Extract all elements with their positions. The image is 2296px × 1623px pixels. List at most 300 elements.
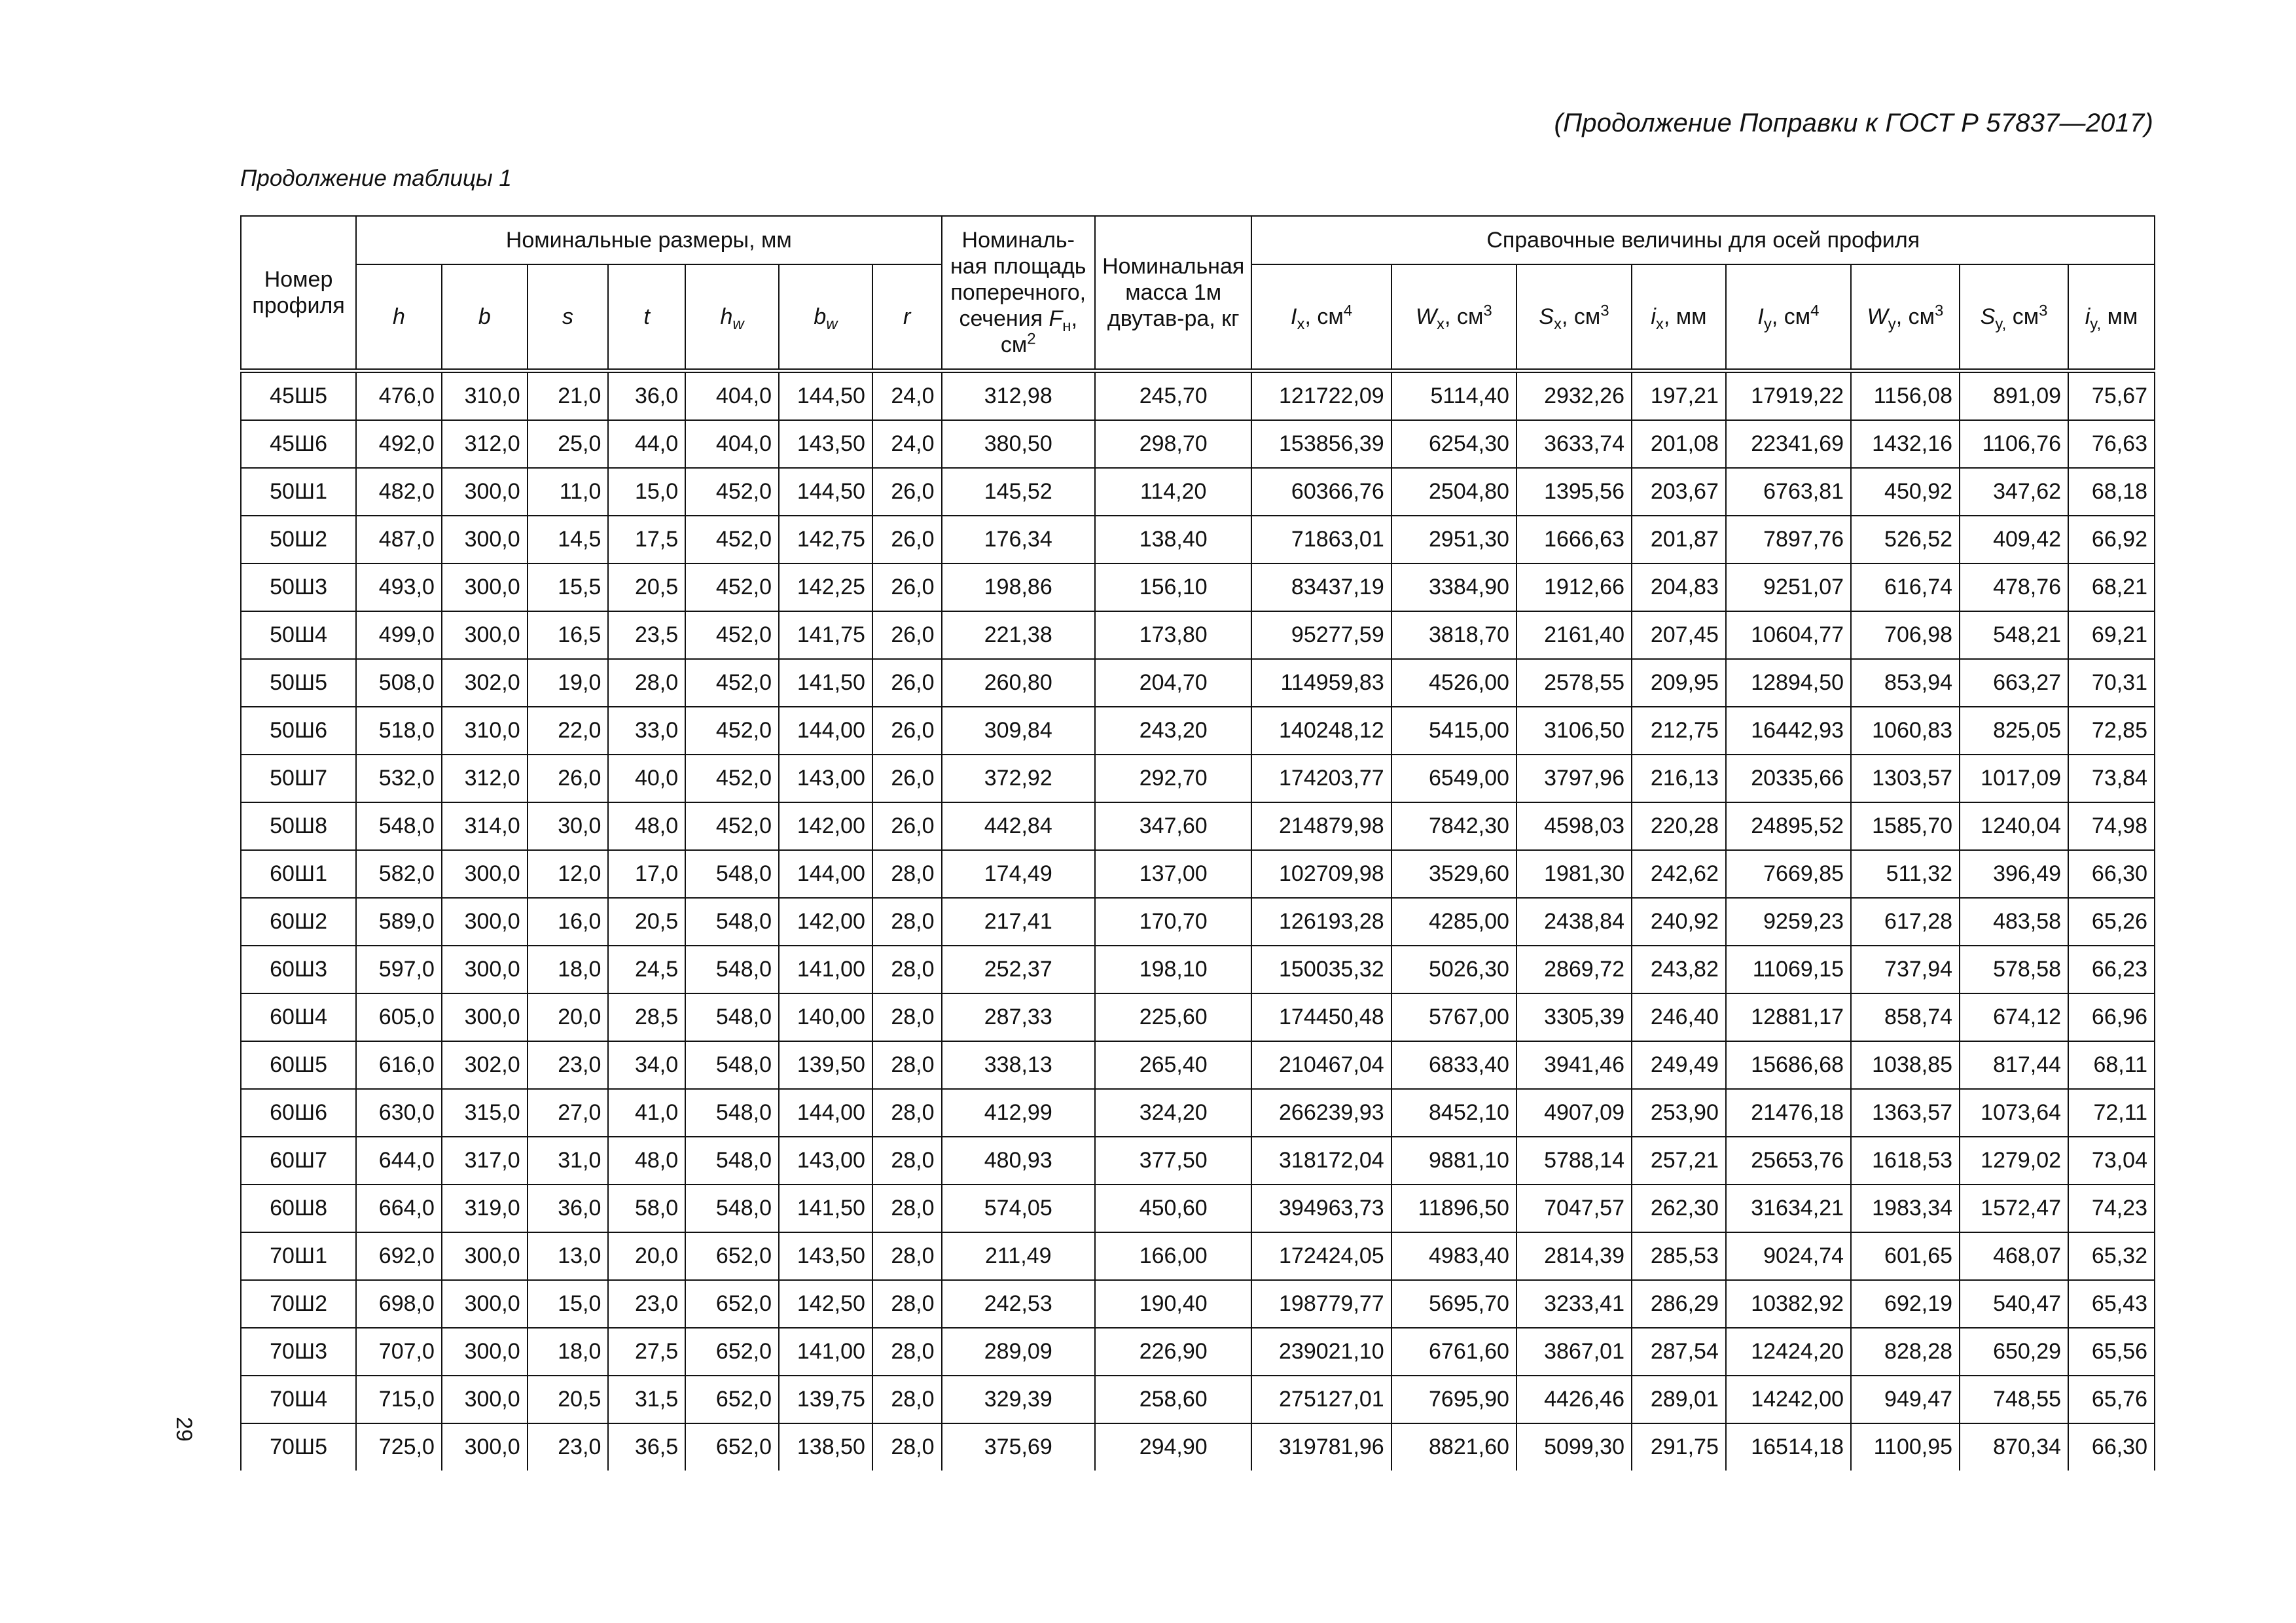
table-cell: 548,0 [685, 898, 779, 946]
table-cell: 142,25 [779, 563, 872, 611]
table-cell: 73,84 [2068, 755, 2155, 802]
profile-name-cell: 60Ш8 [241, 1185, 356, 1232]
table-cell: 68,21 [2068, 563, 2155, 611]
table-row [241, 1423, 2155, 1471]
table-cell: 3529,60 [1391, 850, 1516, 898]
table-cell: 478,76 [1960, 563, 2068, 611]
table-cell: 260,80 [942, 659, 1095, 707]
table-cell: 949,47 [1851, 1376, 1960, 1423]
header-ref-unit: , мм [1663, 304, 1707, 329]
header-nominal-dimensions: Номинальные размеры, мм [356, 216, 941, 264]
table-cell: 3818,70 [1391, 611, 1516, 659]
profile-name-cell: 50Ш8 [241, 802, 356, 850]
table-cell: 142,50 [779, 1280, 872, 1328]
table-cell: 396,49 [1960, 850, 2068, 898]
table-cell: 318172,04 [1251, 1137, 1391, 1185]
table-cell: 2438,84 [1516, 898, 1632, 946]
profile-name-cell: 70Ш1 [241, 1232, 356, 1280]
header-ref-unit: , см [1304, 304, 1344, 329]
table-cell: 27,0 [528, 1089, 609, 1137]
table-cell: 36,5 [608, 1423, 685, 1471]
table-cell: 578,58 [1960, 946, 2068, 993]
table-cell: 44,0 [608, 420, 685, 468]
header-ref-symbol: i [2085, 304, 2090, 329]
profile-name-cell: 45Ш5 [241, 371, 356, 421]
header-dim-symbol: r [903, 304, 911, 329]
header-area [942, 216, 1095, 371]
table-cell: 170,70 [1095, 898, 1251, 946]
table-cell: 409,42 [1960, 516, 2068, 563]
table-cell: 16,0 [528, 898, 609, 946]
table-cell: 4426,46 [1516, 1376, 1632, 1423]
table-cell: 174203,77 [1251, 755, 1391, 802]
table-cell: 28,0 [872, 1041, 942, 1089]
table-cell: 3867,01 [1516, 1328, 1632, 1376]
table-cell: 300,0 [442, 516, 528, 563]
table-cell: 143,50 [779, 1232, 872, 1280]
profile-name-cell: 50Ш7 [241, 755, 356, 802]
table-cell: 5767,00 [1391, 993, 1516, 1041]
table-cell: 5026,30 [1391, 946, 1516, 993]
table-cell: 66,30 [2068, 1423, 2155, 1471]
table-cell: 508,0 [356, 659, 442, 707]
table-cell: 210467,04 [1251, 1041, 1391, 1089]
table-cell: 141,00 [779, 946, 872, 993]
table-cell: 242,62 [1632, 850, 1726, 898]
table-cell: 450,92 [1851, 468, 1960, 516]
table-cell: 5695,70 [1391, 1280, 1516, 1328]
table-cell: 532,0 [356, 755, 442, 802]
table-cell: 3233,41 [1516, 1280, 1632, 1328]
table-cell: 9259,23 [1726, 898, 1851, 946]
table-cell: 265,40 [1095, 1041, 1251, 1089]
table-cell: 9881,10 [1391, 1137, 1516, 1185]
table-cell: 483,58 [1960, 898, 2068, 946]
header-dim-5 [779, 264, 872, 371]
table-cell: 139,75 [779, 1376, 872, 1423]
table-cell: 65,43 [2068, 1280, 2155, 1328]
header-ref-symbol: S [1539, 304, 1554, 329]
header-ref-symbol: W [1867, 304, 1888, 329]
table-cell: 452,0 [685, 802, 779, 850]
table-cell: 23,0 [528, 1041, 609, 1089]
table-cell: 1106,76 [1960, 420, 2068, 468]
table-cell: 300,0 [442, 563, 528, 611]
table-cell: 28,5 [608, 993, 685, 1041]
header-dim-1 [442, 264, 528, 371]
table-cell: 266239,93 [1251, 1089, 1391, 1137]
header-ref-unit: мм [2101, 304, 2138, 329]
table-cell: 652,0 [685, 1423, 779, 1471]
table-cell: 28,0 [872, 946, 942, 993]
table-cell: 16442,93 [1726, 707, 1851, 755]
table-cell: 114959,83 [1251, 659, 1391, 707]
table-body [241, 371, 2155, 1471]
table-head [241, 216, 2155, 371]
table-cell: 28,0 [872, 1328, 942, 1376]
table-cell: 377,50 [1095, 1137, 1251, 1185]
table-cell: 2814,39 [1516, 1232, 1632, 1280]
table-row [241, 1376, 2155, 1423]
table-cell: 26,0 [872, 563, 942, 611]
table-cell: 404,0 [685, 371, 779, 421]
table-cell: 20335,66 [1726, 755, 1851, 802]
table-cell: 240,92 [1632, 898, 1726, 946]
table-cell: 26,0 [872, 516, 942, 563]
table-cell: 1073,64 [1960, 1089, 2068, 1137]
table-cell: 300,0 [442, 946, 528, 993]
table-row [241, 659, 2155, 707]
table-cell: 7047,57 [1516, 1185, 1632, 1232]
table-cell: 616,0 [356, 1041, 442, 1089]
header-dim-sub: w [732, 315, 744, 333]
table-cell: 7842,30 [1391, 802, 1516, 850]
table-cell: 10604,77 [1726, 611, 1851, 659]
table-cell: 22341,69 [1726, 420, 1851, 468]
table-cell: 245,70 [1095, 371, 1251, 421]
header-ref-sup: 4 [1343, 302, 1353, 320]
table-cell: 75,67 [2068, 371, 2155, 421]
table-cell: 76,63 [2068, 420, 2155, 468]
header-ref-sub: y [1888, 315, 1896, 333]
table-cell: 630,0 [356, 1089, 442, 1137]
table-cell: 20,5 [528, 1376, 609, 1423]
table-cell: 300,0 [442, 611, 528, 659]
table-cell: 72,11 [2068, 1089, 2155, 1137]
table-cell: 548,0 [685, 946, 779, 993]
header-area-unit: , см [1000, 306, 1078, 357]
table-cell: 141,75 [779, 611, 872, 659]
table-cell: 825,05 [1960, 707, 2068, 755]
header-ref-6 [1960, 264, 2068, 371]
table-cell: 102709,98 [1251, 850, 1391, 898]
table-row [241, 993, 2155, 1041]
table-cell: 142,00 [779, 802, 872, 850]
header-ref-sup: 3 [1935, 302, 1944, 320]
header-ref-symbol: I [1757, 304, 1764, 329]
table-cell: 28,0 [872, 1232, 942, 1280]
table-cell: 412,99 [942, 1089, 1095, 1137]
table-cell: 452,0 [685, 755, 779, 802]
header-dim-symbol: s [562, 304, 574, 329]
table-cell: 452,0 [685, 563, 779, 611]
table-cell: 26,0 [872, 707, 942, 755]
table-cell: 452,0 [685, 707, 779, 755]
table-cell: 6763,81 [1726, 468, 1851, 516]
table-cell: 1240,04 [1960, 802, 2068, 850]
table-cell: 138,40 [1095, 516, 1251, 563]
table-cell: 589,0 [356, 898, 442, 946]
table-cell: 298,70 [1095, 420, 1251, 468]
table-cell: 198779,77 [1251, 1280, 1391, 1328]
table-cell: 605,0 [356, 993, 442, 1041]
table-cell: 650,29 [1960, 1328, 2068, 1376]
table-cell: 582,0 [356, 850, 442, 898]
table-cell: 493,0 [356, 563, 442, 611]
table-cell: 144,50 [779, 371, 872, 421]
table-cell: 143,00 [779, 1137, 872, 1185]
table-row [241, 1328, 2155, 1376]
table-cell: 26,0 [872, 611, 942, 659]
header-ref-5 [1851, 264, 1960, 371]
table-cell: 142,75 [779, 516, 872, 563]
header-area-sup: 2 [1027, 330, 1036, 348]
table-cell: 28,0 [872, 1089, 942, 1137]
table-cell: 300,0 [442, 1280, 528, 1328]
table-row [241, 1137, 2155, 1185]
table-cell: 74,98 [2068, 802, 2155, 850]
table-cell: 12424,20 [1726, 1328, 1851, 1376]
table-cell: 300,0 [442, 1376, 528, 1423]
table-cell: 28,0 [872, 1376, 942, 1423]
table-cell: 548,0 [685, 850, 779, 898]
table-cell: 1100,95 [1851, 1423, 1960, 1471]
header-ref-sup: 4 [1810, 302, 1820, 320]
profile-name-cell: 60Ш5 [241, 1041, 356, 1089]
table-row [241, 946, 2155, 993]
table-cell: 138,50 [779, 1423, 872, 1471]
table-cell: 380,50 [942, 420, 1095, 468]
table-cell: 24,5 [608, 946, 685, 993]
table-cell: 28,0 [872, 850, 942, 898]
table-cell: 2951,30 [1391, 516, 1516, 563]
table-cell: 597,0 [356, 946, 442, 993]
table-cell: 197,21 [1632, 371, 1726, 421]
table-cell: 548,0 [685, 993, 779, 1041]
table-cell: 28,0 [872, 1137, 942, 1185]
table-cell: 5415,00 [1391, 707, 1516, 755]
table-cell: 601,65 [1851, 1232, 1960, 1280]
table-cell: 8452,10 [1391, 1089, 1516, 1137]
header-ref-7 [2068, 264, 2155, 371]
table-cell: 715,0 [356, 1376, 442, 1423]
table-cell: 5788,14 [1516, 1137, 1632, 1185]
table-row [241, 802, 2155, 850]
table-cell: 548,0 [685, 1137, 779, 1185]
table-cell: 217,41 [942, 898, 1095, 946]
profile-name-cell: 60Ш6 [241, 1089, 356, 1137]
table-cell: 1038,85 [1851, 1041, 1960, 1089]
table-cell: 74,23 [2068, 1185, 2155, 1232]
table-cell: 71863,01 [1251, 516, 1391, 563]
table-cell: 2161,40 [1516, 611, 1632, 659]
table-cell: 257,21 [1632, 1137, 1726, 1185]
profile-name-cell: 70Ш3 [241, 1328, 356, 1376]
table-cell: 24,0 [872, 371, 942, 421]
header-dim-6 [872, 264, 942, 371]
table-cell: 1572,47 [1960, 1185, 2068, 1232]
table-cell: 11,0 [528, 468, 609, 516]
table-cell: 137,00 [1095, 850, 1251, 898]
table-cell: 289,01 [1632, 1376, 1726, 1423]
header-ref-sub: y, [2090, 315, 2102, 333]
table-cell: 1060,83 [1851, 707, 1960, 755]
table-cell: 310,0 [442, 371, 528, 421]
table-cell: 20,0 [608, 1232, 685, 1280]
table-cell: 287,54 [1632, 1328, 1726, 1376]
table-cell: 548,0 [685, 1185, 779, 1232]
table-cell: 24,0 [872, 420, 942, 468]
table-cell: 291,75 [1632, 1423, 1726, 1471]
header-ref-unit: см [2006, 304, 2039, 329]
table-cell: 3384,90 [1391, 563, 1516, 611]
table-cell: 14,5 [528, 516, 609, 563]
table-cell: 31,0 [528, 1137, 609, 1185]
table-cell: 698,0 [356, 1280, 442, 1328]
table-cell: 737,94 [1851, 946, 1960, 993]
document-header: (Продолжение Поправки к ГОСТ Р 57837—2017) [1554, 109, 2153, 137]
table-cell: 652,0 [685, 1376, 779, 1423]
table-cell: 262,30 [1632, 1185, 1726, 1232]
table-cell: 33,0 [608, 707, 685, 755]
profile-name-cell: 70Ш2 [241, 1280, 356, 1328]
table-cell: 9024,74 [1726, 1232, 1851, 1280]
header-dim-4 [685, 264, 779, 371]
table-row [241, 850, 2155, 898]
table-cell: 16514,18 [1726, 1423, 1851, 1471]
table-row [241, 1185, 2155, 1232]
header-ref-unit: , см [1444, 304, 1484, 329]
table-cell: 1666,63 [1516, 516, 1632, 563]
table-cell: 156,10 [1095, 563, 1251, 611]
table-row [241, 898, 2155, 946]
table-cell: 6833,40 [1391, 1041, 1516, 1089]
table-cell: 141,50 [779, 1185, 872, 1232]
table-cell: 574,05 [942, 1185, 1095, 1232]
table-cell: 239021,10 [1251, 1328, 1391, 1376]
table-cell: 540,47 [1960, 1280, 2068, 1328]
table-cell: 20,0 [528, 993, 609, 1041]
profile-name-cell: 60Ш2 [241, 898, 356, 946]
profile-name-cell: 50Ш1 [241, 468, 356, 516]
header-ref-4 [1726, 264, 1851, 371]
table-cell: 292,70 [1095, 755, 1251, 802]
header-ref-sup: 3 [1483, 302, 1492, 320]
table-cell: 253,90 [1632, 1089, 1726, 1137]
table-cell: 499,0 [356, 611, 442, 659]
table-cell: 212,75 [1632, 707, 1726, 755]
table-cell: 22,0 [528, 707, 609, 755]
table-cell: 1156,08 [1851, 371, 1960, 421]
header-dim-symbol: t [643, 304, 650, 329]
table-cell: 65,76 [2068, 1376, 2155, 1423]
table-cell: 476,0 [356, 371, 442, 421]
profile-name-cell: 50Ш4 [241, 611, 356, 659]
profile-name-cell: 60Ш3 [241, 946, 356, 993]
table-cell: 70,31 [2068, 659, 2155, 707]
table-cell: 548,21 [1960, 611, 2068, 659]
table-cell: 664,0 [356, 1185, 442, 1232]
table-cell: 511,32 [1851, 850, 1960, 898]
table-cell: 31,5 [608, 1376, 685, 1423]
header-dim-symbol: h [720, 304, 733, 329]
table-cell: 309,84 [942, 707, 1095, 755]
header-ref-unit: , см [1561, 304, 1601, 329]
table-cell: 4907,09 [1516, 1089, 1632, 1137]
table-cell: 207,45 [1632, 611, 1726, 659]
table-cell: 652,0 [685, 1232, 779, 1280]
table-cell: 26,0 [872, 802, 942, 850]
table-cell: 203,67 [1632, 468, 1726, 516]
table-cell: 21476,18 [1726, 1089, 1851, 1137]
table-cell: 300,0 [442, 468, 528, 516]
table-cell: 2932,26 [1516, 371, 1632, 421]
table-cell: 173,80 [1095, 611, 1251, 659]
table-cell: 211,49 [942, 1232, 1095, 1280]
header-ref-sup: 3 [1600, 302, 1609, 320]
table-cell: 150035,32 [1251, 946, 1391, 993]
table-cell: 15,0 [608, 468, 685, 516]
table-cell: 68,11 [2068, 1041, 2155, 1089]
table-cell: 83437,19 [1251, 563, 1391, 611]
table-cell: 66,96 [2068, 993, 2155, 1041]
table-cell: 141,50 [779, 659, 872, 707]
header-area-text: Номиналь-ная площадь поперечного, сечения [950, 228, 1086, 331]
table-cell: 140248,12 [1251, 707, 1391, 755]
table-cell: 174,49 [942, 850, 1095, 898]
table-cell: 216,13 [1632, 755, 1726, 802]
header-profile-number: Номер профиля [241, 216, 356, 371]
table-cell: 258,60 [1095, 1376, 1251, 1423]
table-cell: 153856,39 [1251, 420, 1391, 468]
table-cell: 121722,09 [1251, 371, 1391, 421]
table-cell: 312,98 [942, 371, 1095, 421]
table-cell: 3106,50 [1516, 707, 1632, 755]
table-cell: 1279,02 [1960, 1137, 2068, 1185]
table-cell: 452,0 [685, 516, 779, 563]
table-cell: 314,0 [442, 802, 528, 850]
table-cell: 36,0 [608, 371, 685, 421]
table-cell: 144,00 [779, 707, 872, 755]
table-cell: 1017,09 [1960, 755, 2068, 802]
table-cell: 1983,34 [1851, 1185, 1960, 1232]
table-cell: 1981,30 [1516, 850, 1632, 898]
table-cell: 34,0 [608, 1041, 685, 1089]
table-cell: 66,30 [2068, 850, 2155, 898]
table-cell: 347,62 [1960, 468, 2068, 516]
table-cell: 2869,72 [1516, 946, 1632, 993]
profile-name-cell: 60Ш7 [241, 1137, 356, 1185]
table-cell: 243,82 [1632, 946, 1726, 993]
table-row [241, 563, 2155, 611]
table-cell: 285,53 [1632, 1232, 1726, 1280]
table-cell: 858,74 [1851, 993, 1960, 1041]
table-cell: 5099,30 [1516, 1423, 1632, 1471]
table-cell: 8821,60 [1391, 1423, 1516, 1471]
table-cell: 174450,48 [1251, 993, 1391, 1041]
table-cell: 58,0 [608, 1185, 685, 1232]
header-ref-unit: , см [1771, 304, 1811, 329]
header-dim-symbol: b [814, 304, 827, 329]
table-cell: 300,0 [442, 993, 528, 1041]
header-dim-sub: w [826, 315, 838, 333]
table-cell: 172424,05 [1251, 1232, 1391, 1280]
table-cell: 31634,21 [1726, 1185, 1851, 1232]
table-cell: 1395,56 [1516, 468, 1632, 516]
table-cell: 21,0 [528, 371, 609, 421]
table-cell: 452,0 [685, 468, 779, 516]
table-cell: 5114,40 [1391, 371, 1516, 421]
table-cell: 41,0 [608, 1089, 685, 1137]
table-cell: 480,93 [942, 1137, 1095, 1185]
table-cell: 1432,16 [1851, 420, 1960, 468]
table-cell: 300,0 [442, 898, 528, 946]
table-cell: 23,5 [608, 611, 685, 659]
table-cell: 28,0 [608, 659, 685, 707]
table-cell: 294,90 [1095, 1423, 1251, 1471]
table-cell: 394963,73 [1251, 1185, 1391, 1232]
table-cell: 4598,03 [1516, 802, 1632, 850]
